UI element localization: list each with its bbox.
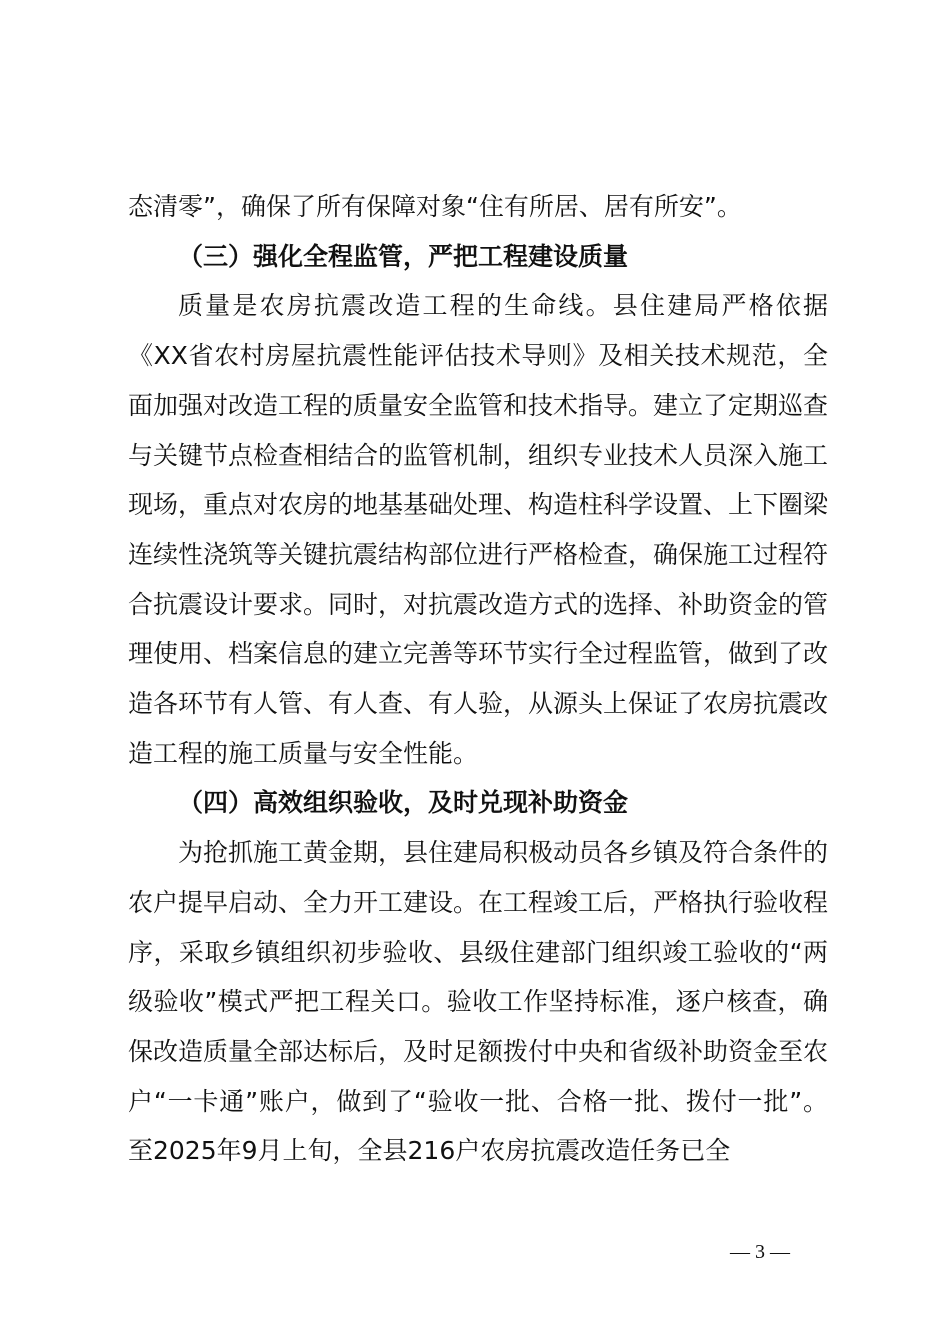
section-heading-3: （三）强化全程监管，严把工程建设质量 [178, 241, 629, 271]
page-number: — 3 — [730, 1241, 790, 1263]
paragraph-acceptance-funding: 为抢抓施工黄金期，县住建局积极动员各乡镇及符合条件的农户提早启动、全力开工建设。在工程竣工后，严格执行验收程序，采取乡镇组织初步验收、县级住建部门组织竣工验收的“两级验收”模式严把工程关口。验收工作坚持标准，逐户核查，确保改造质量全部达标后，及时足额拨付中央和省级补助资金至农户“一卡通”账户，做到了“验收一批、合格一批、拨付一批”。至2025年9月上旬，全县216户农房抗震改造任务已全 [128, 838, 829, 1166]
paragraph-quality-supervision: 质量是农房抗震改造工程的生命线。县住建局严格依据《XX省农村房屋抗震性能评估技术导则》及相关技术规范，全面加强对改造工程的质量安全监管和技术指导。建立了定期巡查与关键节点检查相结合的监管机制，组织专业技术人员深入施工现场，重点对农房的地基基础处理、构造柱科学设置、上下圈梁连续性浇筑等关键抗震结构部位进行严格检查，确保施工过程符合抗震设计要求。同时，对抗震改造方式的选择、补助资金的管理使用、档案信息的建立完善等环节实行全过程监管，做到了改造各环节有人管、有人查、有人验，从源头上保证了农房抗震改造工程的施工质量与安全性能。 [128, 291, 829, 768]
paragraph-continuation: 态清零”，确保了所有保障对象“住有所居、居有所安”。 [128, 192, 742, 221]
section-heading-4: （四）高效组织验收，及时兑现补助资金 [178, 788, 629, 818]
document-body [128, 182, 828, 1176]
